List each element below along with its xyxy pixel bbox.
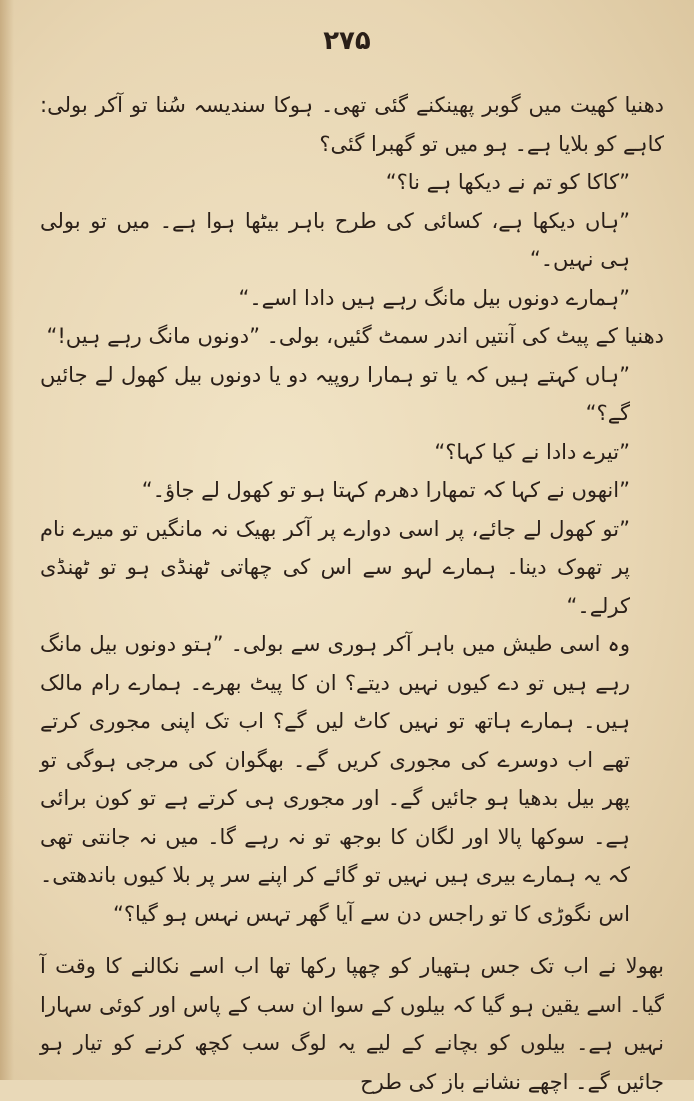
paragraph-gap	[40, 933, 664, 947]
paragraph: ”انھوں نے کہا کہ تمھارا دھرم کہتا ہو تو کھول لے جاؤ۔“	[141, 478, 630, 502]
page-shadow-edge	[0, 0, 14, 1080]
paragraph: ”ہاں کہتے ہیں کہ یا تو ہمارا روپیہ دو یا دونوں بیل کھول لے جائیں گے؟“	[40, 362, 630, 425]
paragraph: ”کاکا کو تم نے دیکھا ہے نا؟“	[385, 170, 630, 194]
paragraph: ”ہاں دیکھا ہے، کسائی کی طرح باہر بیٹھا ہوا ہے۔ میں تو بولی ہی نہیں۔“	[40, 208, 630, 271]
paragraph: دھنیا کے پیٹ کی آنتیں اندر سمٹ گئیں، بولی۔ ”دونوں مانگ رہے ہیں!“	[46, 324, 664, 348]
paragraph: ”تو کھول لے جائے، پر اسی دوارے پر آکر بھیک نہ مانگیں تو میرے نام پر تھوک دینا۔ ہمارے لہو سے اس کی چھاتی ٹھنڈی ہو تو ٹھنڈی کرلے۔“	[40, 516, 630, 618]
page-number: ۲۷۵	[323, 26, 371, 56]
paragraph: ”ہمارے دونوں بیل مانگ رہے ہیں دادا اسے۔“	[238, 285, 630, 310]
paragraph: بھولا نے اب تک جس ہتھیار کو چھپا رکھا تھا اب اسے نکالنے کا وقت آ گیا۔ اسے یقین ہو گیا کہ بیلوں کے سوا ان سب کے پاس اور کوئی سہارا نہیں ہے۔ بیلوں کو بچانے کے لیے یہ لوگ سب کچھ کرنے کو تیار ہو جائیں گے۔ اچھے نشانے باز کی طرح	[40, 954, 664, 1094]
paragraph: دھنیا کھیت میں گوبر پھینکنے گئی تھی۔ ہوکا سندیسہ سُنا تو آکر بولی: کاہے کو بلایا ہے۔ ہو میں تو گھبرا گئی؟	[40, 93, 664, 156]
paragraph: وہ اسی طیش میں باہر آکر ہوری سے بولی۔ ”ہتو دونوں بیل مانگ رہے ہیں تو دے کیوں نہیں دیتے؟ ان کا پیٹ بھرے۔ ہمارے رام مالک ہیں۔ ہمارے ہاتھ تو نہیں کاٹ لیں گے؟ اب تک اپنی مجوری کرتے تھے اب دوسرے کی مجوری کریں گے۔ بھگوان کی مرجی ہوگی تو پھر بیل بدھیا ہو جائیں گے۔ اور مجوری ہی کرتے ہے تو کون برائی ہے۔ سوکھا پالا اور لگان کا بوجھ تو نہ رہے گا۔ میں نہ جانتی تھی کہ یہ ہمارے بیری ہیں نہیں تو گائے کر اپنے سر پر بلا کیوں باندھتی۔ اس نگوڑی کا تو راجس دن سے آیا گھر تہس نہس ہو گیا؟“	[40, 632, 630, 926]
paragraph: ”تیرے دادا نے کیا کہا؟“	[434, 439, 630, 464]
page-body	[40, 86, 664, 1101]
